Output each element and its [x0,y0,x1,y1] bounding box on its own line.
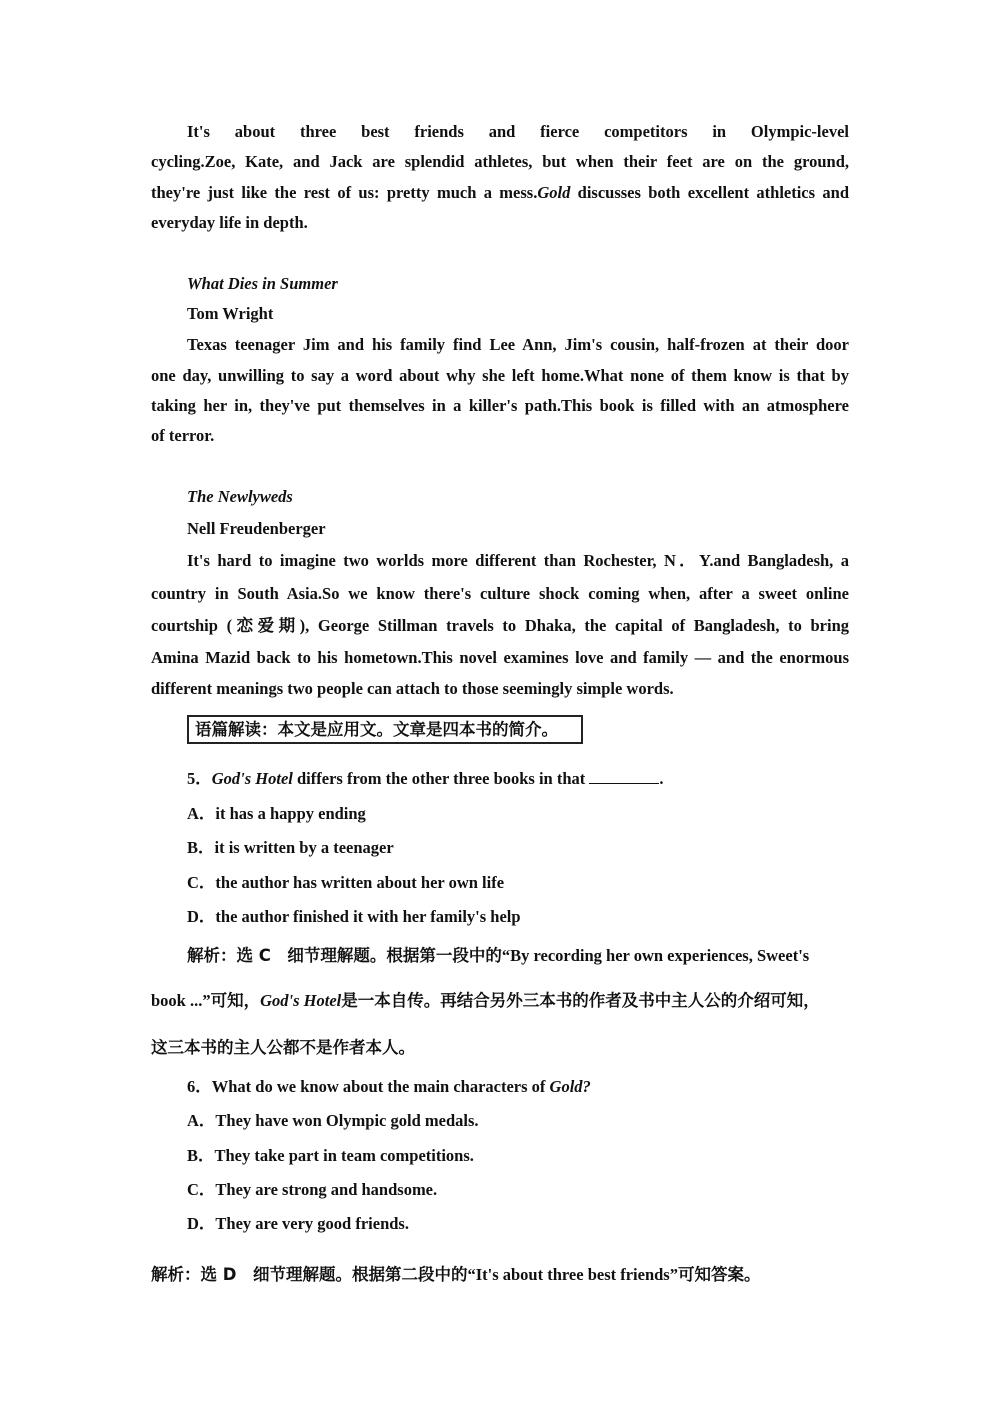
question-5-explanation-line-2: book ...”可知，God's Hotel是一本自传。再结合另外三本书的作者及书中主人公的介绍可知， [151,991,820,1010]
answer-blank [589,769,659,784]
question-5-explanation-line-1: 解析：选 C 细节理解题。根据第一段中的“By recording her own experiences, Sweet's [187,946,810,965]
book2-line-3: taking her in, they've put themselves in a killer's path.This book is filled with an atmosphere [151,396,849,415]
book3-line-3: courtship (恋爱期), George Stillman travels to Dhaka, the capital of Bangladesh, to bring [151,616,849,635]
question-5-explanation-line-3: 这三本书的主人公都不是作者本人。 [151,1038,415,1057]
gold-line-4: everyday life in depth. [151,213,308,232]
question-5-option-a: A．it has a happy ending [187,804,366,823]
question-6-option-b: B．They take part in team competitions. [187,1146,474,1165]
book2-line-4: of terror. [151,426,215,445]
book-title-what-dies: What Dies in Summer [187,274,338,293]
question-6-option-c: C．They are strong and handsome. [187,1180,438,1199]
question-5-stem: 5．God's Hotel differs from the other three books in that . [187,769,664,788]
book3-line-1: It's hard to imagine two worlds more different than Rochester, N．Y.and Bangladesh, a [187,551,849,570]
question-6-option-d: D．They are very good friends. [187,1214,409,1233]
book2-line-2: one day, unwilling to say a word about why she left home.What none of them know is that by [151,366,849,385]
discourse-summary-box: 语篇解读：本文是应用文。文章是四本书的简介。 [187,715,583,744]
question-5-option-d: D．the author finished it with her family's help [187,907,521,926]
book3-line-4: Amina Mazid back to his hometown.This novel examines love and family — and the enormous [151,648,849,667]
question-6-explanation: 解析：选 D 细节理解题。根据第二段中的“It's about three best friends”可知答案。 [151,1265,761,1284]
question-5-option-b: B．it is written by a teenager [187,838,394,857]
book-title-newlyweds: The Newlyweds [187,487,293,506]
book-author-freudenberger: Nell Freudenberger [187,519,326,538]
book3-line-5: different meanings two people can attach to those seemingly simple words. [151,679,674,698]
gold-line-1: It's about three best friends and fierce competitors in Olympic-level [187,122,849,141]
gold-line-3: they're just like the rest of us: pretty much a mess.Gold discusses both excellent athletics and [151,183,849,202]
book-author-tom-wright: Tom Wright [187,304,274,323]
book3-line-2: country in South Asia.So we know there's culture shock coming when, after a sweet online [151,584,849,603]
question-6-stem: 6．What do we know about the main characters of Gold? [187,1077,591,1096]
question-5-option-c: C．the author has written about her own life [187,873,505,892]
gold-line-2: cycling.Zoe, Kate, and Jack are splendid athletes, but when their feet are on the ground, [151,152,849,171]
book2-line-1: Texas teenager Jim and his family find Lee Ann, Jim's cousin, half-frozen at their door [187,335,849,354]
question-6-option-a: A．They have won Olympic gold medals. [187,1111,479,1130]
